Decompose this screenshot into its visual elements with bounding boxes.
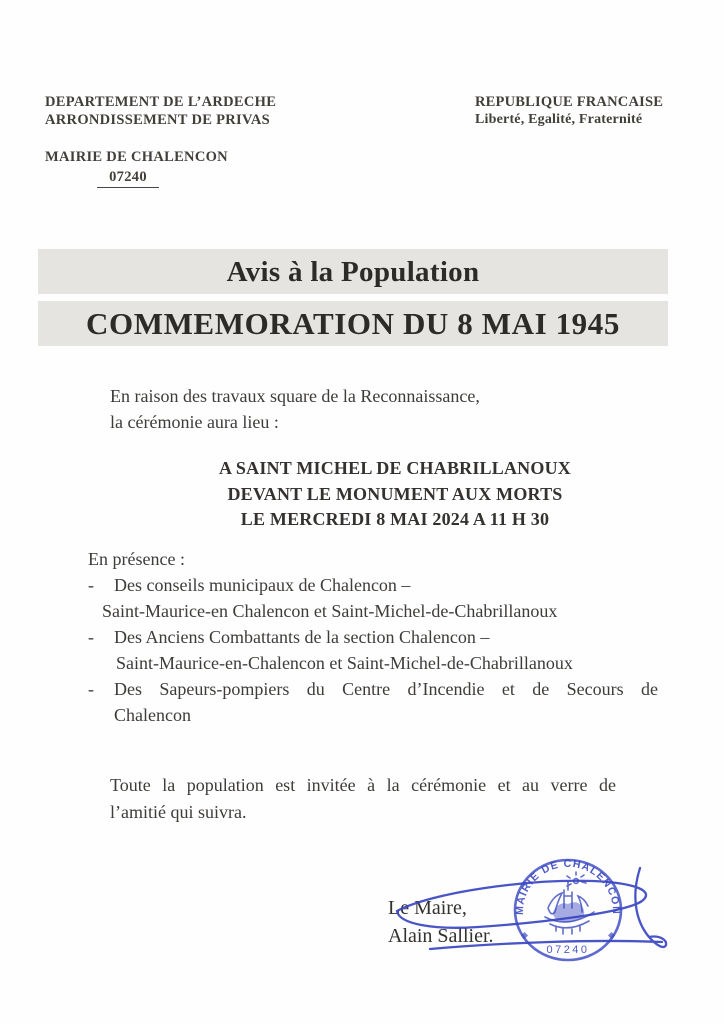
item-line: Des Anciens Combattants de la section Chalencon – — [114, 627, 490, 647]
header-right — [475, 93, 663, 129]
intro-paragraph — [110, 384, 590, 435]
notice-subtitle: COMMEMORATION DU 8 MAI 1945 — [38, 301, 668, 346]
notice-title: Avis à la Population — [38, 249, 668, 294]
item-line: Des conseils municipaux de Chalencon – — [114, 575, 411, 595]
location-line-2: DEVANT LE MONUMENT AUX MORTS — [227, 483, 563, 504]
postal-code: 07240 — [97, 168, 159, 188]
list-item — [88, 624, 658, 676]
motto-line: Liberté, Egalité, Fraternité — [475, 112, 643, 127]
dash-bullet: - — [88, 627, 94, 647]
item-continuation: Chalencon — [114, 705, 191, 725]
republique-line: REPUBLIQUE FRANCAISE — [475, 94, 664, 110]
signer-role: Le Maire, — [388, 897, 467, 919]
signer-name: Alain Sallier. — [388, 925, 494, 947]
intro-line-2: la cérémonie aura lieu : — [110, 411, 279, 432]
stamp-bottom-text: 07240 — [546, 944, 590, 956]
location-line-3: LE MERCREDI 8 MAI 2024 A 11 H 30 — [240, 509, 550, 529]
list-item — [88, 572, 658, 624]
dash-bullet: - — [88, 575, 94, 595]
arrondissement-line: ARRONDISSEMENT DE PRIVAS — [45, 112, 271, 128]
item-continuation: Saint-Maurice-en-Chalencon et Saint-Michel-de-Chabrillanoux — [116, 653, 573, 673]
closing-line-2: l’amitié qui suivra. — [110, 801, 247, 822]
header-left — [45, 93, 276, 188]
presence-section — [88, 546, 658, 728]
closing-paragraph — [110, 772, 616, 825]
location-block — [170, 456, 620, 533]
title-banner — [38, 249, 668, 346]
presence-heading: En présence : — [88, 549, 185, 569]
closing-line-1: Toute la population est invitée à la cérémonie et au verre de — [110, 775, 616, 795]
location-line-1: A SAINT MICHEL DE CHABRILLANOUX — [219, 458, 571, 478]
mairie-block — [45, 148, 276, 188]
intro-line-1: En raison des travaux square de la Reconnaissance, — [110, 386, 480, 406]
stamp-top-text: MAIRIE DE CHALENCON — [513, 857, 623, 916]
handwritten-signature — [378, 855, 690, 967]
dash-bullet: - — [88, 679, 94, 699]
item-continuation: Saint-Maurice-en Chalencon et Saint-Michel-de-Chabrillanoux — [102, 601, 558, 621]
list-item — [88, 676, 658, 728]
departement-line: DEPARTEMENT DE L’ARDECHE — [45, 94, 277, 110]
item-line: Des Sapeurs-pompiers du Centre d’Incendie et de Secours de — [114, 679, 658, 699]
mairie-name: MAIRIE DE CHALENCON — [45, 149, 228, 165]
